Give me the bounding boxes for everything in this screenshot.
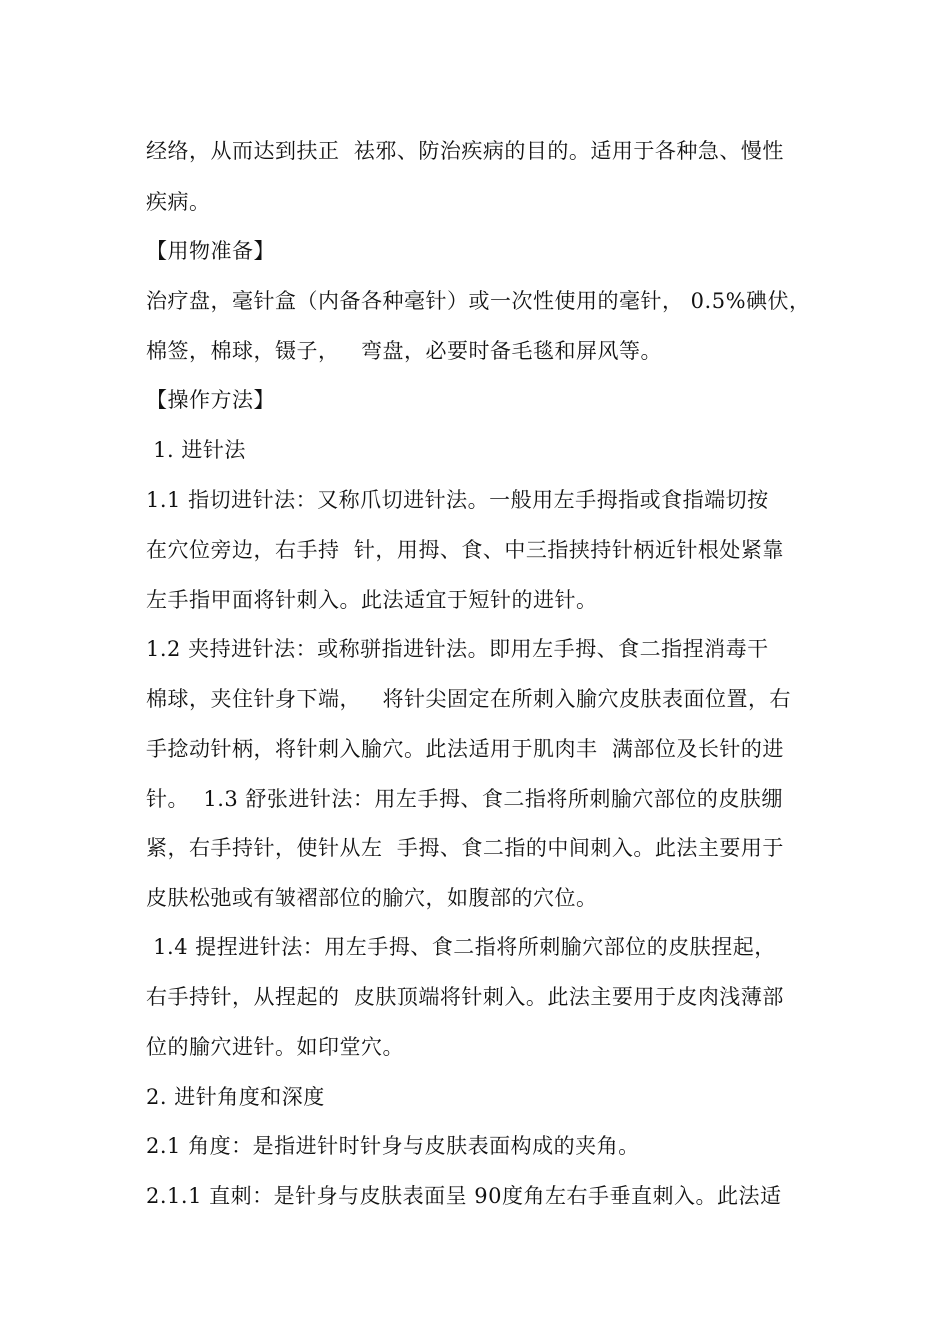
text-line: 棉球，夹住针身下端， 将针尖固定在所刺入腧穴皮肤表面位置，右 <box>146 687 792 711</box>
text-line: 皮肤松弛或有皱褶部位的腧穴，如腹部的穴位。 <box>146 886 598 910</box>
text-line: 手捻动针柄，将针刺入腧穴。此法适用于肌肉丰 满部位及长针的进 <box>146 737 784 761</box>
section-heading: 【用物准备】 <box>146 239 275 263</box>
section-heading: 【操作方法】 <box>146 388 275 412</box>
text-line: 针。 1.3 舒张进针法：用左手拇、食二指将所刺腧穴部位的皮肤绷 <box>146 787 783 811</box>
text-line: 2.1 角度：是指进针时针身与皮肤表面构成的夹角。 <box>146 1134 640 1158</box>
text-line: 疾病。 <box>146 190 211 214</box>
text-line: 在穴位旁边，右手持 针，用拇、食、中三指挟持针柄近针根处紧靠 <box>146 538 784 562</box>
text-line: 右手持针，从捏起的 皮肤顶端将针刺入。此法主要用于皮肉浅薄部 <box>146 985 784 1009</box>
subsection-heading: 2. 进针角度和深度 <box>146 1085 325 1109</box>
text-line: 1.4 提捏进针法：用左手拇、食二指将所刺腧穴部位的皮肤捏起， <box>146 935 776 959</box>
text-line: 紧，右手持针，使针从左 手拇、食二指的中间刺入。此法主要用于 <box>146 836 784 860</box>
text-line: 棉签，棉球，镊子， 弯盘，必要时备毛毯和屏风等。 <box>146 339 663 363</box>
text-line: 左手指甲面将针刺入。此法适宜于短针的进针。 <box>146 588 598 612</box>
subsection-heading: 1. 进针法 <box>146 438 246 462</box>
text-line: 治疗盘，毫针盒（内备各种毫针）或一次性使用的毫针， 0.5%碘伏， <box>146 289 811 313</box>
text-line: 2.1.1 直刺：是针身与皮肤表面呈 90度角左右手垂直刺入。此法适 <box>146 1184 782 1208</box>
text-line: 1.1 指切进针法：又称爪切进针法。一般用左手拇指或食指端切按 <box>146 488 769 512</box>
text-line: 1.2 夹持进针法：或称骈指进针法。即用左手拇、食二指捏消毒干 <box>146 637 769 661</box>
text-line: 位的腧穴进针。如印堂穴。 <box>146 1035 404 1059</box>
text-line: 经络，从而达到扶正 祛邪、防治疾病的目的。适用于各种急、慢性 <box>146 139 784 163</box>
